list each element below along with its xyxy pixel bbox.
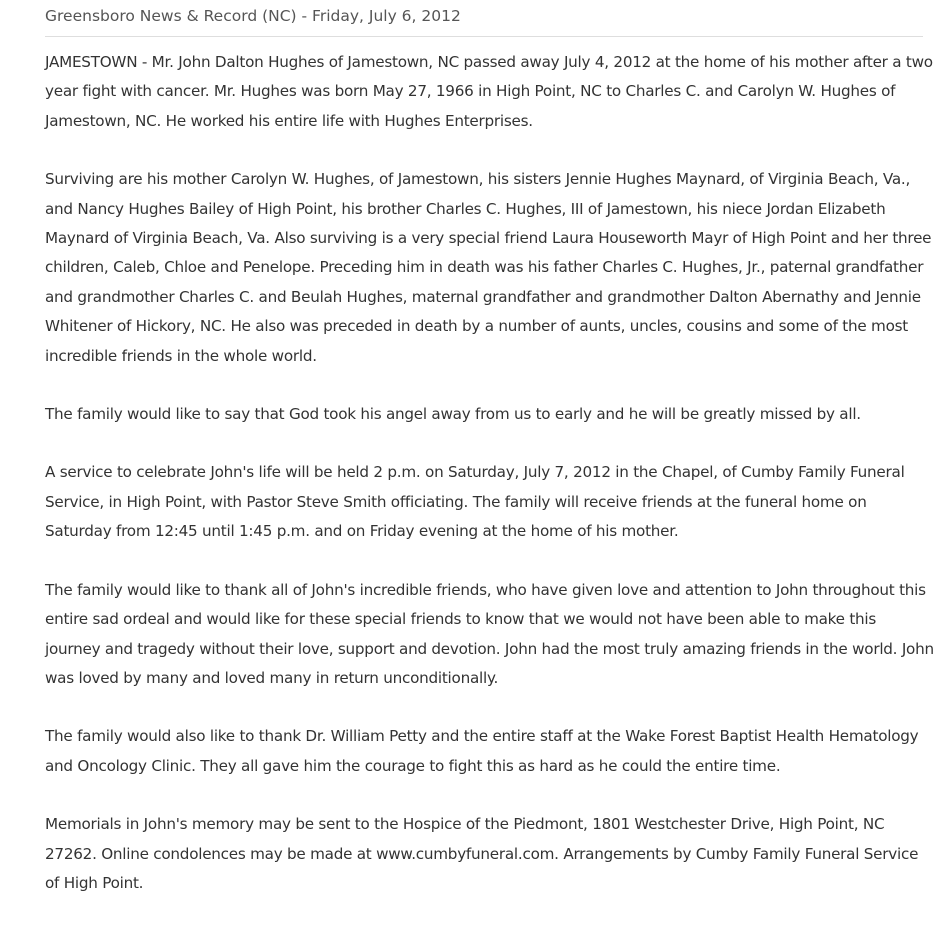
header-divider [45,36,923,37]
obituary-paragraph-intro: JAMESTOWN - Mr. John Dalton Hughes of Jamestown, NC passed away July 4, 2012 at the home of his mother after a two year fight with cancer. Mr. Hughes was born May 27, 1966 in High Point, NC to Charles C. and Carolyn W. Hughes of Jamestown, NC. He worked his entire life with Hughes Enterprises. [45,53,933,130]
obituary-body [45,48,935,927]
obituary-paragraph-thanks-friends: The family would like to thank all of John's incredible friends, who have given love and attention to John throughout this entire sad ordeal and would like for these special friends to know that we would not have been able to make this journey and tragedy without their love, support and devotion. John had the most truly amazing friends in the world. John was loved by many and loved many in return unconditionally. [45,580,934,687]
publication-source-line: Greensboro News & Record (NC) - Friday, July 6, 2012 [45,7,461,25]
obituary-paragraph-service: A service to celebrate John's life will be held 2 p.m. on Saturday, July 7, 2012 in the Chapel, of Cumby Family Funeral Service, in High Point, with Pastor Steve Smith officiating. The family will receive friends at the funeral home on Saturday from 12:45 until 1:45 p.m. and on Friday evening at the home of his mother. [45,463,905,541]
obituary-paragraph-memorials: Memorials in John's memory may be sent to the Hospice of the Piedmont, 1801 Westchester Drive, High Point, NC 27262. Online condolences may be made at www.cumbyfuneral.com. Arrangements by Cumby Family Funeral Service of High Point. [45,815,919,892]
obituary-paragraph-thanks-clinic: The family would also like to thank Dr. William Petty and the entire staff at the Wake Forest Baptist Health Hematology and Oncology Clinic. They all gave him the courage to fight this as hard as he could the entire time. [45,727,919,775]
obituary-paragraph-farewell: The family would like to say that God took his angel away from us to early and he will be greatly missed by all. [45,405,861,424]
obituary-paragraph-survivors: Surviving are his mother Carolyn W. Hughes, of Jamestown, his sisters Jennie Hughes Maynard, of Virginia Beach, Va., and Nancy Hughes Bailey of High Point, his brother Charles C. Hughes, III of Jamestown, his niece Jordan Elizabeth Maynard of Virginia Beach, Va. Also surviving is a very special friend Laura Houseworth Mayr of High Point and her three children, Caleb, Chloe and Penelope. Preceding him in death was his father Charles C. Hughes, Jr., paternal grandfather and grandmother Charles C. and Beulah Hughes, maternal grandfather and grandmother Dalton Abernathy and Jennie Whitener of Hickory, NC. He also was preceded in death by a number of aunts, uncles, cousins and some of the most incredible friends in the whole world. [45,170,932,365]
